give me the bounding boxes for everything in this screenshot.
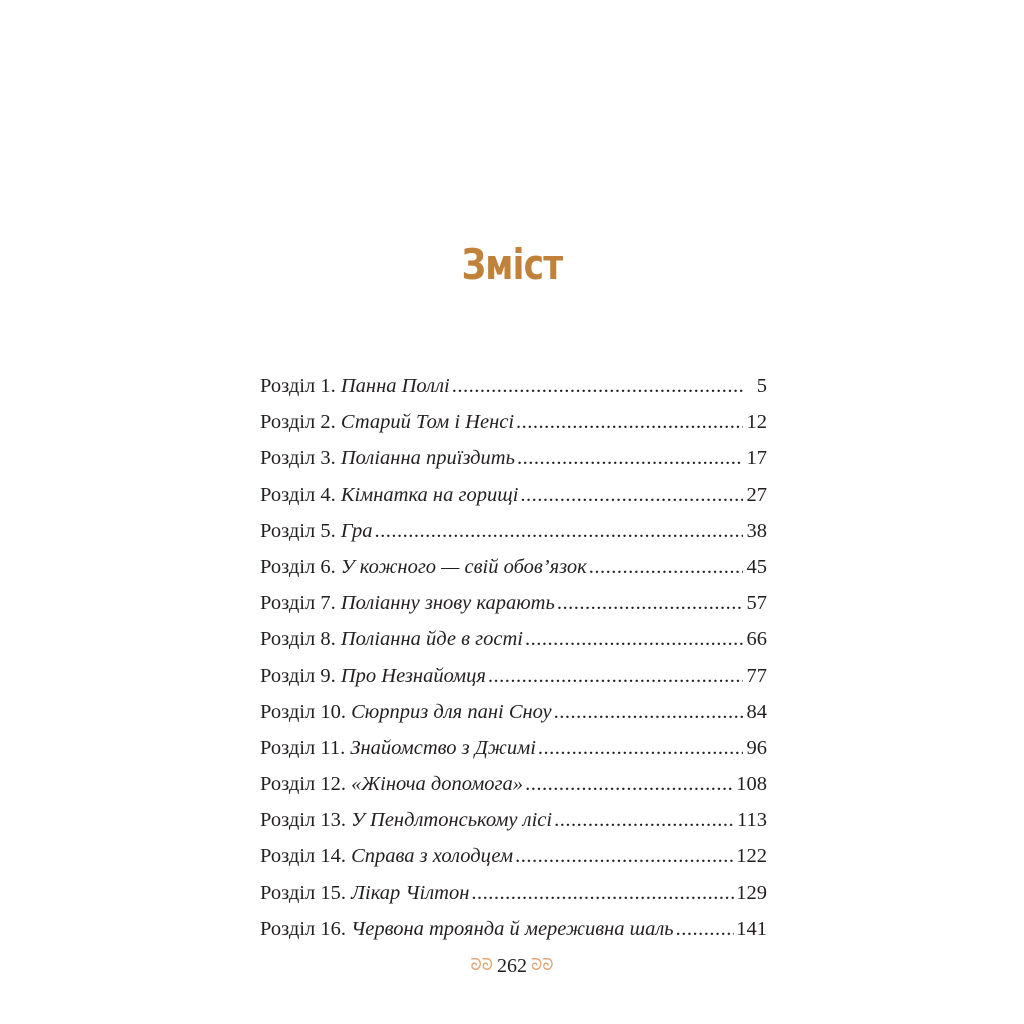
chapter-label: Розділ 6. <box>260 555 336 578</box>
chapter-label: Розділ 4. <box>260 483 336 506</box>
toc-entry[interactable] <box>260 911 767 947</box>
chapter-title: Знайомство з Джимі <box>350 736 536 759</box>
chapter-title: У кожного — свій обов’язок <box>340 555 587 578</box>
chapter-label: Розділ 3. <box>260 447 336 470</box>
chapter-title: «Жіноча допомога» <box>351 773 524 796</box>
chapter-label: Розділ 7. <box>260 592 336 615</box>
page-ref: 5 <box>756 375 767 397</box>
toc-entry[interactable] <box>260 549 767 585</box>
page-ref: 45 <box>746 555 767 578</box>
chapter-label: Розділ 1. <box>260 375 336 397</box>
dot-leader <box>557 585 743 621</box>
chapter-title: Червона троянда й мереживна шаль <box>351 917 674 940</box>
page-ref: 96 <box>746 736 767 759</box>
chapter-title: Справа з холодцем <box>351 845 514 868</box>
page-ref: 66 <box>746 628 767 651</box>
page-ref: 122 <box>736 845 767 868</box>
page-ref: 113 <box>737 809 767 832</box>
dot-leader <box>554 694 743 730</box>
chapter-label: Розділ 11. <box>260 736 346 759</box>
page-ref: 129 <box>736 881 767 904</box>
toc-entry[interactable] <box>260 585 767 621</box>
chapter-title: Про Незнайомця <box>340 664 486 687</box>
toc-entry[interactable] <box>260 440 767 476</box>
dot-leader <box>452 368 743 404</box>
page-ref: 77 <box>746 664 767 687</box>
page-ref: 141 <box>736 917 767 940</box>
dot-leader <box>516 404 743 440</box>
toc-entry[interactable] <box>260 513 767 549</box>
dot-leader <box>589 549 743 585</box>
toc-entry[interactable] <box>260 802 767 838</box>
page-ref: 38 <box>746 519 767 542</box>
toc-entry[interactable] <box>260 404 767 440</box>
page-ref: 108 <box>736 773 767 796</box>
dot-leader <box>488 658 743 694</box>
chapter-label: Розділ 8. <box>260 628 336 651</box>
page-ref: 84 <box>746 700 767 723</box>
dot-leader <box>515 838 734 874</box>
toc-entry[interactable] <box>260 477 767 513</box>
chapter-title: Лікар Чілтон <box>351 881 470 904</box>
page-ref: 12 <box>746 411 767 434</box>
chapter-label: Розділ 16. <box>260 917 346 940</box>
chapter-label: Розділ 9. <box>260 664 336 687</box>
chapter-title: Кімнатка на горищі <box>340 483 519 506</box>
dot-leader <box>520 477 743 513</box>
dot-leader <box>471 875 734 911</box>
dot-leader <box>676 911 735 947</box>
page-ref: 17 <box>746 447 767 470</box>
ornament-swirl-icon: ᘐᘐ <box>470 957 493 974</box>
toc-entry[interactable] <box>260 730 767 766</box>
toc-entry[interactable] <box>260 838 767 874</box>
chapter-title: Гра <box>340 519 373 542</box>
chapter-title: Панна Поллі <box>340 375 450 397</box>
toc-entry[interactable] <box>260 368 767 404</box>
toc-entry[interactable] <box>260 621 767 657</box>
dot-leader <box>374 513 743 549</box>
chapter-label: Розділ 12. <box>260 773 346 796</box>
chapter-label: Розділ 5. <box>260 519 336 542</box>
dot-leader <box>525 766 734 802</box>
chapter-label: Розділ 15. <box>260 881 346 904</box>
ornament-swirl-icon: ᘐᘐ <box>531 957 554 974</box>
dot-leader <box>554 802 735 838</box>
chapter-title: Поліанна йде в гості <box>340 628 523 651</box>
dot-leader <box>538 730 743 766</box>
chapter-label: Розділ 13. <box>260 809 346 832</box>
chapter-title: Старий Том і Ненсі <box>340 411 515 434</box>
page-title: Зміст <box>461 240 563 289</box>
toc-entry[interactable] <box>260 658 767 694</box>
chapter-title: У Пендлтонському лісі <box>351 809 553 832</box>
page-ref: 57 <box>746 592 767 615</box>
chapter-label: Розділ 14. <box>260 845 346 868</box>
chapter-label: Розділ 10. <box>260 700 346 723</box>
dot-leader <box>517 440 743 476</box>
chapter-title: Поліанну знову карають <box>340 592 555 615</box>
page-footer <box>0 955 1024 978</box>
table-of-contents <box>260 368 767 947</box>
chapter-title: Сюрприз для пані Сноу <box>351 700 552 723</box>
dot-leader <box>525 621 743 657</box>
page-ref: 27 <box>746 483 767 506</box>
page-number: 262 <box>497 955 527 977</box>
chapter-label: Розділ 2. <box>260 411 336 434</box>
toc-entry[interactable] <box>260 766 767 802</box>
toc-entry[interactable] <box>260 694 767 730</box>
toc-entry[interactable] <box>260 875 767 911</box>
chapter-title: Поліанна приїздить <box>340 447 515 470</box>
